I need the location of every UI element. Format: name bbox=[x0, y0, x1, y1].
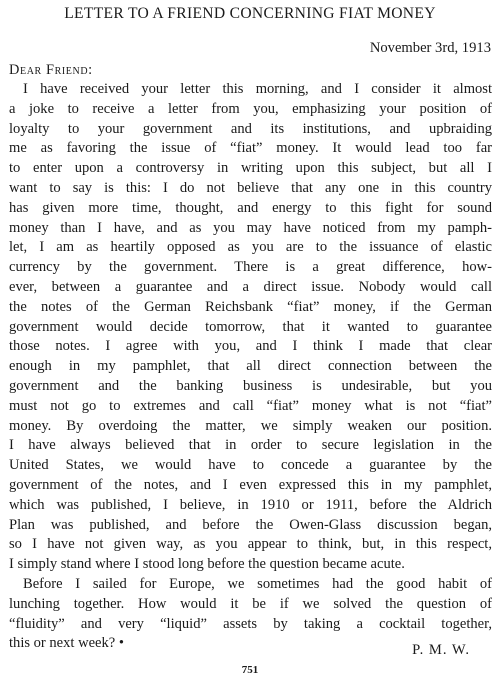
text-line: currency by the government. There is a great difference, how- bbox=[9, 259, 492, 276]
text-line: I simply stand where I stood long before the question became acute. bbox=[9, 556, 405, 573]
text-line: United States, we would have to concede a guarantee by the bbox=[9, 457, 492, 474]
paragraph bbox=[9, 80, 492, 575]
text-line: ever, between a guarantee and a direct issue. Nobody would call bbox=[9, 278, 492, 295]
text-line: the notes of the German Reichsbank “fiat” money, if the German bbox=[9, 298, 492, 315]
text-line: let, I am as heartily opposed as you are to the issuance of elastic bbox=[9, 239, 492, 256]
text-line: to enter upon a controversy in writing upon this subject, but all I bbox=[9, 160, 492, 177]
text-line: has given more time, thought, and energy to this fight for sound bbox=[9, 199, 492, 216]
text-line: government would decide tomorrow, that it wanted to guarantee bbox=[9, 318, 492, 335]
text-line: I have received your letter this morning, and I consider it almost bbox=[23, 81, 492, 97]
text-line: I have always believed that in order to secure legislation in the bbox=[9, 437, 492, 454]
text-line: Before I sailed for Europe, we sometimes had the good habit of bbox=[23, 575, 492, 592]
salutation: Dear Friend: bbox=[9, 62, 93, 78]
letter-date: November 3rd, 1913 bbox=[369, 40, 491, 56]
text-line: government and the banking business is undesirable, but you bbox=[9, 377, 492, 394]
text-line: want to say is this: I do not believe that any one in this country bbox=[9, 179, 492, 196]
page-number: 751 bbox=[241, 664, 259, 676]
text-line: a joke to receive a letter from you, emphasizing your position of bbox=[9, 100, 492, 117]
text-line: lunching together. How would it be if we solved the question of bbox=[9, 595, 492, 612]
text-line: money. By overdoing the matter, we simply weaken our position. bbox=[9, 417, 492, 434]
text-line: money than I have, and as you may have noticed from my pamph- bbox=[9, 219, 492, 236]
text-line: government of the notes, and I even expressed this in my pamphlet, bbox=[9, 476, 492, 493]
text-line: enough in my pamphlet, that all direct connection between the bbox=[9, 358, 492, 375]
text-line: me as favoring the issue of “fiat” money. It would lead too far bbox=[9, 140, 492, 157]
text-line: which was published, I believe, in 1910 or 1911, before the Aldrich bbox=[9, 496, 492, 513]
text-line: “fluidity” and very “liquid” assets by taking a cocktail together, bbox=[9, 615, 492, 632]
text-line: those notes. I agree with you, and I think I made that clear bbox=[9, 338, 492, 355]
text-line: this or next week? • bbox=[9, 635, 124, 652]
letter-body bbox=[9, 80, 492, 654]
text-line: loyalty to your government and its institutions, and upbraiding bbox=[9, 120, 492, 137]
text-line: must not go to extremes and call “fiat” money what is not “fiat” bbox=[9, 397, 492, 414]
document-title: LETTER TO A FRIEND CONCERNING FIAT MONEY bbox=[64, 5, 436, 22]
text-line: Plan was published, and before the Owen-Glass discussion began, bbox=[9, 516, 492, 533]
signature: P. M. W. bbox=[412, 642, 470, 658]
text-line: so I have not given way, as you appear to think, but, in this respect, bbox=[9, 536, 492, 553]
